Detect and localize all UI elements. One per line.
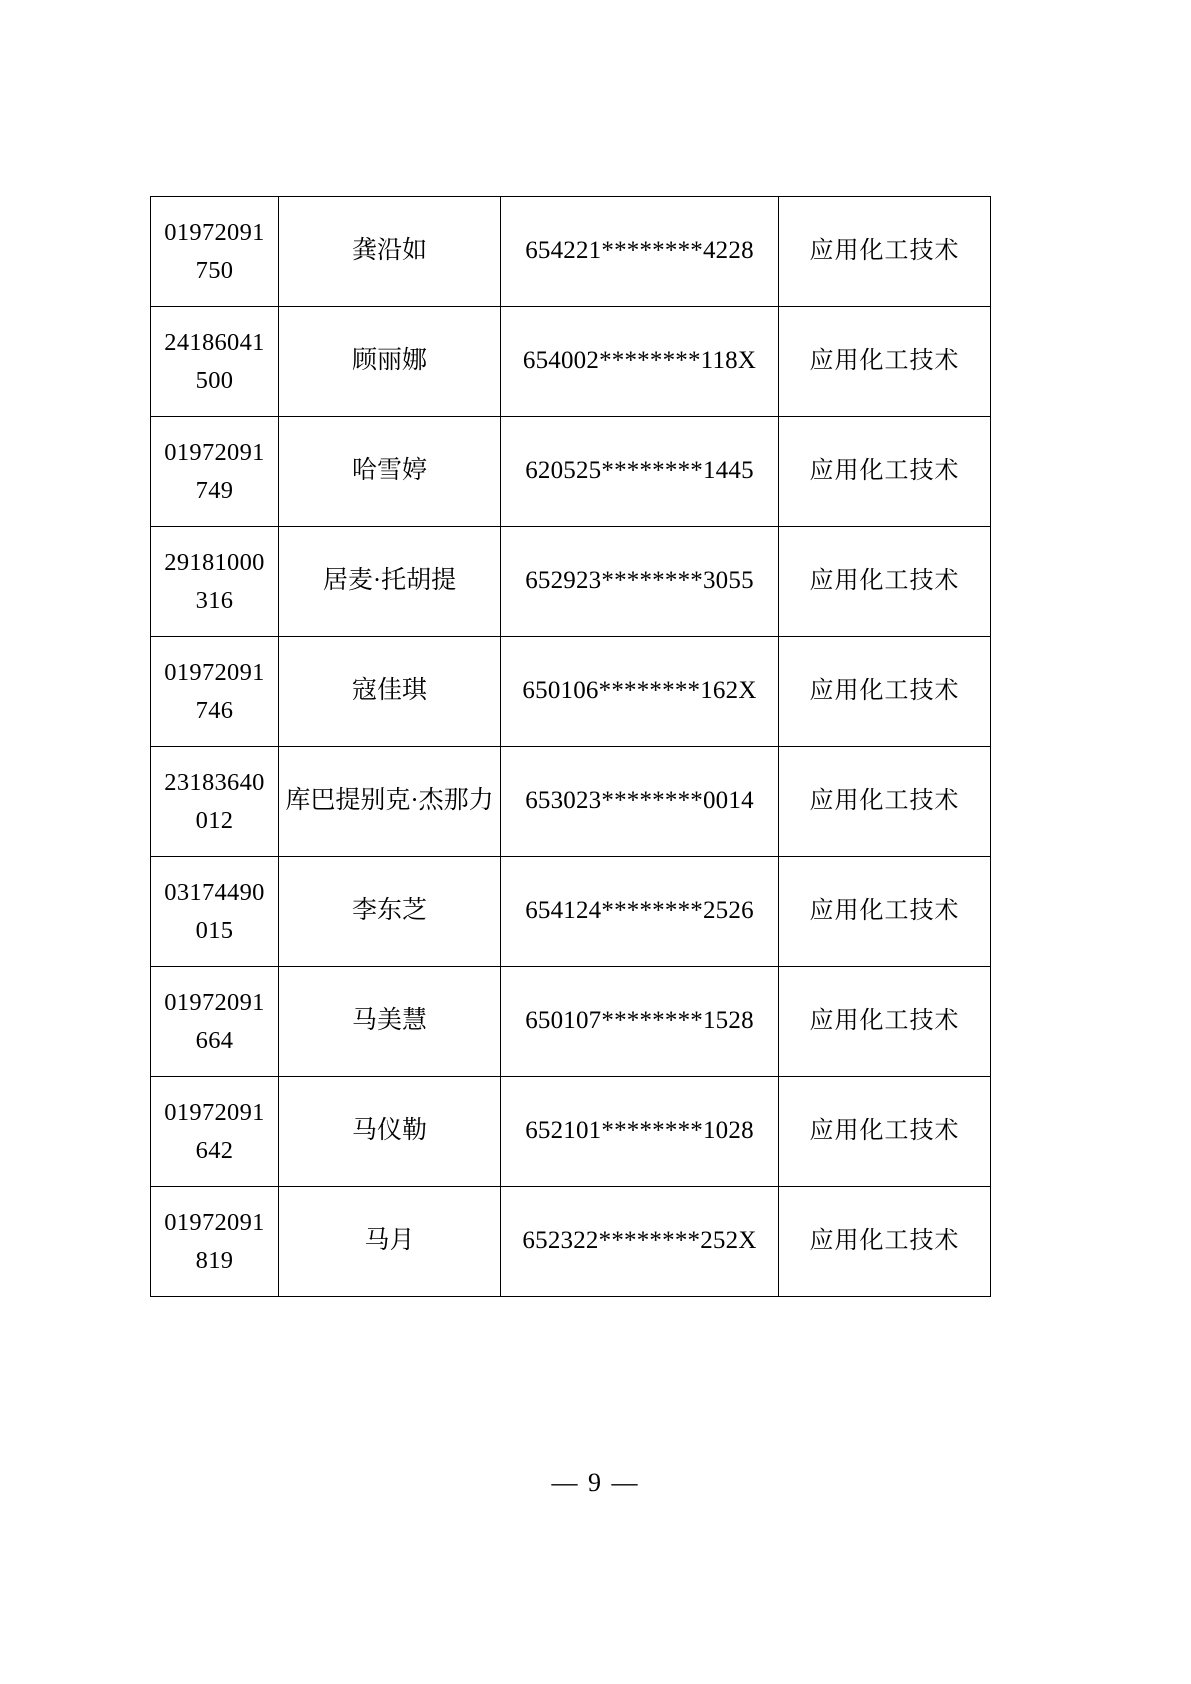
- candidate-idcard-cell: 620525********1445: [501, 417, 779, 527]
- candidate-name-cell: 马月: [279, 1187, 501, 1297]
- candidate-id-line-1: 01972091: [164, 1208, 265, 1236]
- candidate-id-line-1: 01972091: [164, 218, 265, 246]
- candidate-id-cell: [151, 197, 279, 307]
- candidate-major-cell: 应用化工技术: [779, 747, 991, 857]
- table-row: [151, 197, 991, 307]
- candidate-major-cell: 应用化工技术: [779, 417, 991, 527]
- candidate-id-line-2: 012: [195, 806, 234, 834]
- candidate-idcard-cell: 650106********162X: [501, 637, 779, 747]
- candidate-name-cell: 居麦·托胡提: [279, 527, 501, 637]
- candidate-major-cell: 应用化工技术: [779, 857, 991, 967]
- candidate-id-cell: [151, 1077, 279, 1187]
- table-row: [151, 1077, 991, 1187]
- candidate-id-line-1: 01972091: [164, 438, 265, 466]
- candidate-id-cell: [151, 1187, 279, 1297]
- candidate-id-line-2: 015: [195, 916, 234, 944]
- candidate-major-cell: 应用化工技术: [779, 1187, 991, 1297]
- candidate-id-cell: [151, 857, 279, 967]
- candidate-id-line-2: 746: [195, 696, 234, 724]
- candidate-major-cell: 应用化工技术: [779, 1077, 991, 1187]
- candidate-major-cell: 应用化工技术: [779, 637, 991, 747]
- candidate-name-cell: 顾丽娜: [279, 307, 501, 417]
- page-number: — 9 —: [551, 1468, 640, 1497]
- candidate-major-cell: 应用化工技术: [779, 527, 991, 637]
- candidate-major-cell: 应用化工技术: [779, 197, 991, 307]
- candidate-major-cell: 应用化工技术: [779, 307, 991, 417]
- candidate-id-line-2: 749: [195, 476, 234, 504]
- candidate-id-line-1: 01972091: [164, 658, 265, 686]
- candidate-id-cell: [151, 967, 279, 1077]
- candidate-idcard-cell: 652101********1028: [501, 1077, 779, 1187]
- candidate-id-line-2: 500: [195, 366, 234, 394]
- table-row: [151, 967, 991, 1077]
- candidate-name-cell: 马仪勒: [279, 1077, 501, 1187]
- candidate-id-line-2: 642: [195, 1136, 234, 1164]
- candidate-name-cell: 库巴提别克·杰那力: [279, 747, 501, 857]
- table-row: [151, 637, 991, 747]
- table-row: [151, 417, 991, 527]
- candidate-idcard-cell: 652923********3055: [501, 527, 779, 637]
- candidate-idcard-cell: 654221********4228: [501, 197, 779, 307]
- candidate-name-cell: 龚沿如: [279, 197, 501, 307]
- roster-table-container: [150, 196, 990, 1297]
- table-row: [151, 527, 991, 637]
- candidate-id-line-2: 819: [195, 1246, 234, 1274]
- roster-table-body: [151, 197, 991, 1297]
- candidate-id-cell: [151, 747, 279, 857]
- table-row: [151, 747, 991, 857]
- candidate-idcard-cell: 654124********2526: [501, 857, 779, 967]
- table-row: [151, 307, 991, 417]
- candidate-name-cell: 李东芝: [279, 857, 501, 967]
- candidate-id-line-1: 03174490: [164, 878, 265, 906]
- roster-table: [150, 196, 991, 1297]
- table-row: [151, 1187, 991, 1297]
- candidate-id-line-1: 23183640: [164, 768, 265, 796]
- candidate-idcard-cell: 650107********1528: [501, 967, 779, 1077]
- candidate-id-line-2: 750: [195, 256, 234, 284]
- candidate-idcard-cell: 652322********252X: [501, 1187, 779, 1297]
- candidate-id-line-1: 29181000: [164, 548, 265, 576]
- candidate-name-cell: 哈雪婷: [279, 417, 501, 527]
- candidate-major-cell: 应用化工技术: [779, 967, 991, 1077]
- candidate-id-line-1: 24186041: [164, 328, 265, 356]
- candidate-idcard-cell: 654002********118X: [501, 307, 779, 417]
- candidate-id-line-1: 01972091: [164, 1098, 265, 1126]
- candidate-name-cell: 马美慧: [279, 967, 501, 1077]
- candidate-id-line-2: 664: [195, 1026, 234, 1054]
- candidate-id-cell: [151, 637, 279, 747]
- candidate-id-cell: [151, 307, 279, 417]
- candidate-id-cell: [151, 527, 279, 637]
- candidate-id-line-1: 01972091: [164, 988, 265, 1016]
- candidate-id-cell: [151, 417, 279, 527]
- table-row: [151, 857, 991, 967]
- candidate-name-cell: 寇佳琪: [279, 637, 501, 747]
- candidate-idcard-cell: 653023********0014: [501, 747, 779, 857]
- candidate-id-line-2: 316: [195, 586, 234, 614]
